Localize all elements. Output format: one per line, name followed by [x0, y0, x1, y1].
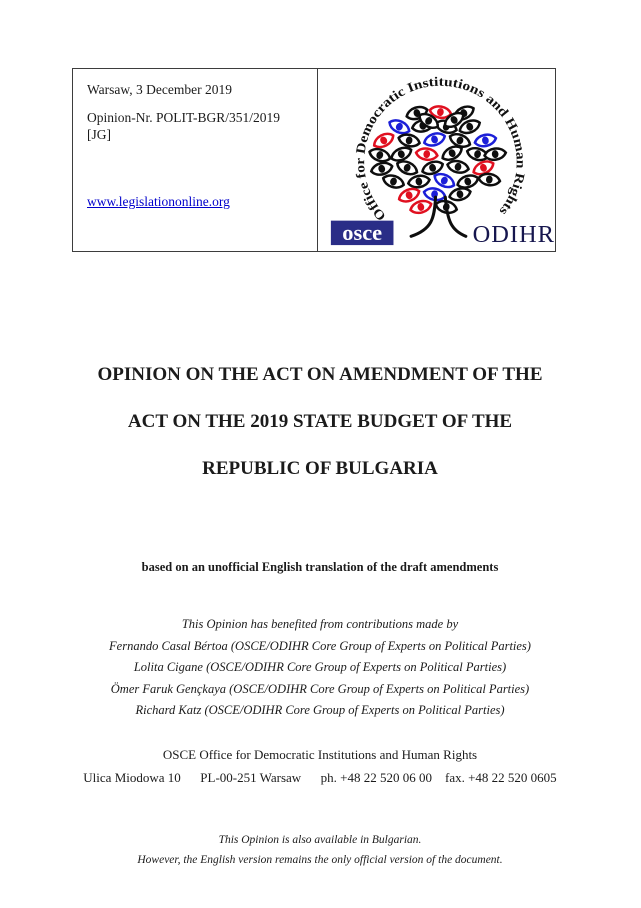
- odihr-wordmark: ODIHR: [472, 220, 555, 248]
- footer-note: [5, 830, 635, 870]
- date-line: Warsaw, 3 December 2019: [87, 82, 232, 97]
- contributor-name: Lolita Cigane (OSCE/ODIHR Core Group of Experts on Political Parties): [133, 660, 507, 675]
- contributor-name: Richard Katz (OSCE/ODIHR Core Group of Experts on Political Parties): [135, 703, 505, 718]
- osce-odihr-logo: [319, 72, 554, 249]
- title-line-2: ACT ON THE 2019 STATE BUDGET OF THE: [127, 411, 513, 432]
- footer-line-1: This Opinion is also available in Bulgarian.: [218, 834, 422, 846]
- footer-line-2: However, the English version remains the only official version of the document.: [137, 854, 503, 866]
- opinion-number: Opinion-Nr. POLIT-BGR/351/2019 [JG]: [87, 110, 281, 142]
- contributors-block: [5, 614, 635, 722]
- osce-wordmark: osce: [342, 219, 383, 245]
- header-info-cell: [73, 69, 318, 251]
- contributor-name: Fernando Casal Bértoa (OSCE/ODIHR Core Group of Experts on Political Parties): [109, 638, 531, 653]
- address-line-2: Ulica Miodowa 10 PL-00-251 Warsaw ph. +48 22 520 06 00 fax. +48 22 520 0605: [83, 770, 557, 785]
- document-title: [5, 363, 635, 504]
- logo-tree-crown: [368, 103, 507, 215]
- header-table: [72, 68, 556, 252]
- contributors-intro: This Opinion has benefited from contributions made by: [181, 617, 459, 631]
- contributor-name: Ömer Faruk Gençkaya (OSCE/ODIHR Core Group of Experts on Political Parties): [110, 681, 530, 696]
- address-block: [5, 743, 635, 789]
- logo-cell: [318, 69, 555, 251]
- title-line-3: REPUBLIC OF BULGARIA: [202, 458, 438, 479]
- subtitle: based on an unofficial English translation of the draft amendments: [141, 560, 499, 574]
- title-line-1: OPINION ON THE ACT ON AMENDMENT OF THE: [97, 364, 543, 385]
- address-line-1: OSCE Office for Democratic Institutions and Human Rights: [162, 747, 478, 762]
- logo-arc-text: Office for Democratic Institutions and Human Rights: [352, 73, 529, 224]
- legislationline-link[interactable]: www.legislationonline.org: [87, 194, 230, 209]
